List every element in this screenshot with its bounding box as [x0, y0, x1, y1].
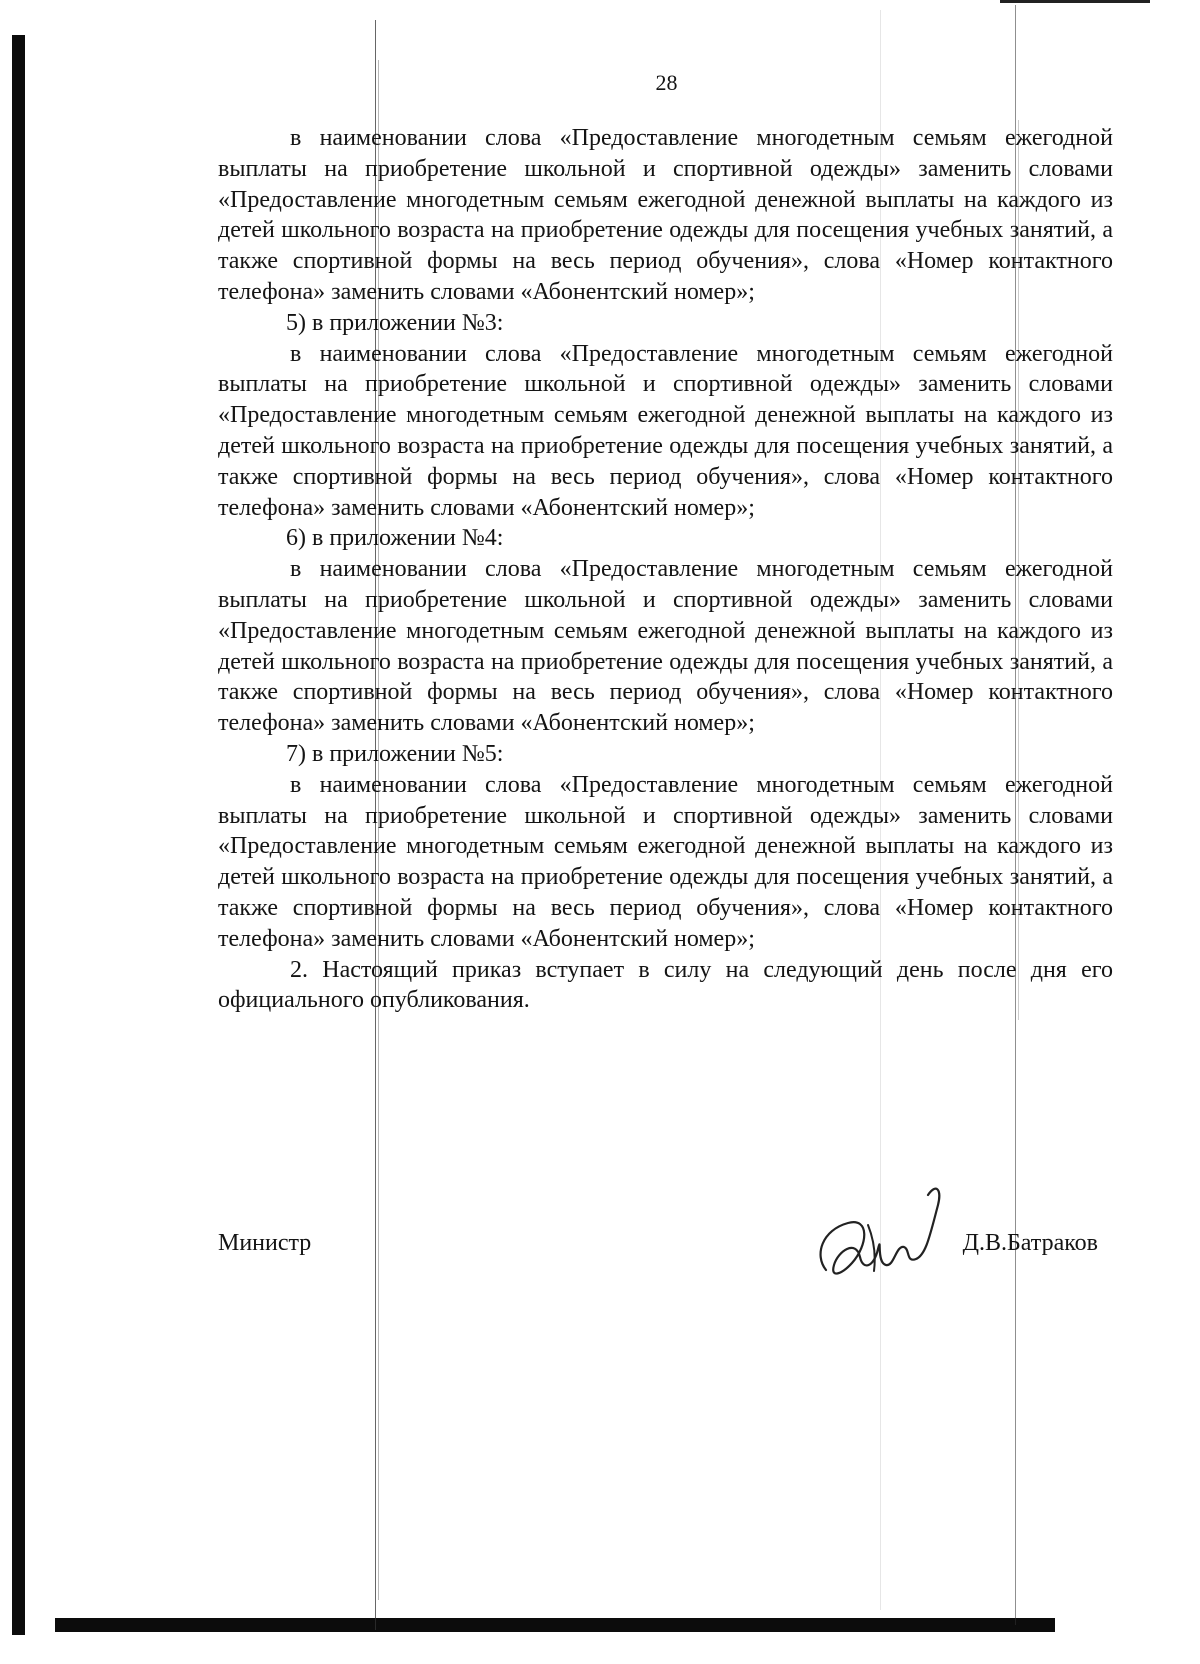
item-heading: 5) в приложении №3:	[286, 309, 504, 336]
amendment-paragraph: в наименовании слова «Предоставление многодетным семьям ежегодной выплаты на приобретение школьной и спортивной одежды» заменить словами «Предоставление многодетным семьям ежегодной денежной выплаты на каждого из детей школьного возраста на приобретение одежды для посещения учебных занятий, а также спортивной формы на весь период обучения», слова «Номер контактного телефона» заменить словами «Абонентский номер»;	[218, 340, 1113, 521]
item-heading: 7) в приложении №5:	[286, 740, 504, 767]
item-heading: 6) в приложении №4:	[286, 525, 504, 552]
scan-edge-top	[1000, 0, 1150, 3]
page-number: 28	[655, 70, 678, 95]
amendment-paragraph: в наименовании слова «Предоставление многодетным семьям ежегодной выплаты на приобретение школьной и спортивной одежды» заменить словами «Предоставление многодетным семьям ежегодной денежной выплаты на каждого из детей школьного возраста на приобретение одежды для посещения учебных занятий, а также спортивной формы на весь период обучения», слова «Номер контактного телефона» заменить словами «Абонентский номер»;	[218, 125, 1113, 305]
scan-edge-bottom	[55, 1618, 1055, 1632]
document-body	[218, 123, 1113, 1016]
amendment-paragraph: в наименовании слова «Предоставление многодетным семьям ежегодной выплаты на приобретение школьной и спортивной одежды» заменить словами «Предоставление многодетным семьям ежегодной денежной выплаты на каждого из детей школьного возраста на приобретение одежды для посещения учебных занятий, а также спортивной формы на весь период обучения», слова «Номер контактного телефона» заменить словами «Абонентский номер»;	[218, 771, 1113, 952]
scan-edge-left	[12, 35, 25, 1635]
effective-date-paragraph: 2. Настоящий приказ вступает в силу на следующий день после дня его официального опубликования.	[218, 956, 1113, 1014]
amendment-paragraph: в наименовании слова «Предоставление многодетным семьям ежегодной выплаты на приобретение школьной и спортивной одежды» заменить словами «Предоставление многодетным семьям ежегодной денежной выплаты на каждого из детей школьного возраста на приобретение одежды для посещения учебных занятий, а также спортивной формы на весь период обучения», слова «Номер контактного телефона» заменить словами «Абонентский номер»;	[218, 556, 1113, 737]
signatory-name: Д.В.Батраков	[962, 1230, 1098, 1256]
signature-block	[218, 1175, 1098, 1265]
signatory-title: Министр	[218, 1230, 312, 1256]
handwritten-signature	[808, 1175, 958, 1285]
